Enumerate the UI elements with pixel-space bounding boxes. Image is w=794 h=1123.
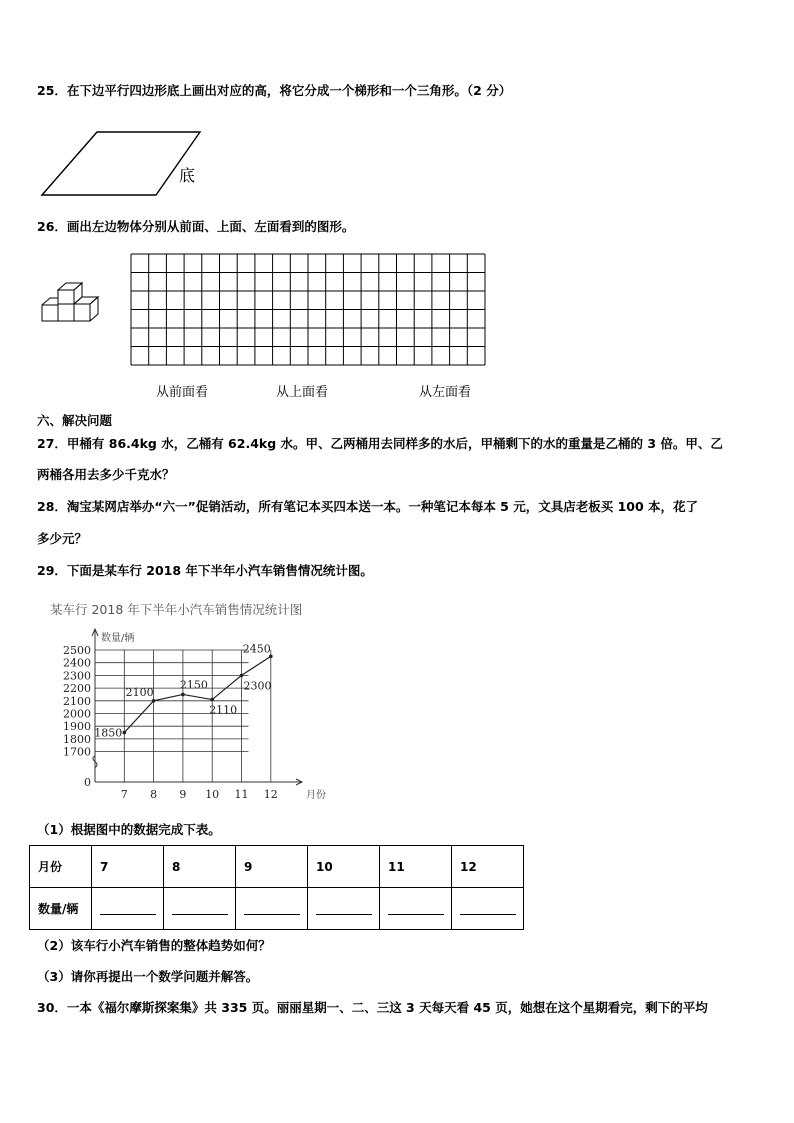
data-point xyxy=(123,731,127,735)
x-tick-label: 10 xyxy=(205,788,220,801)
data-point xyxy=(210,698,214,702)
y-tick-label: 1900 xyxy=(63,720,91,734)
answer-table xyxy=(29,845,524,930)
table-answer-cell[interactable] xyxy=(308,888,380,930)
table-cell-month: 9 xyxy=(236,846,308,888)
table-answer-cell[interactable] xyxy=(92,888,164,930)
table-answer-cell[interactable] xyxy=(452,888,524,930)
data-label: 2450 xyxy=(242,642,271,656)
section-title: 六、解决问题 xyxy=(37,413,113,428)
x-tick-label: 12 xyxy=(263,788,278,801)
parallelogram xyxy=(42,132,200,195)
drawing-grid[interactable] xyxy=(130,253,486,369)
data-label: 1850 xyxy=(94,726,123,740)
question-27-line2: 两桶各用去多少千克水？ xyxy=(37,467,175,482)
answer-blank[interactable] xyxy=(244,900,300,915)
table-row-quantity xyxy=(30,888,524,930)
table-answer-cell[interactable] xyxy=(164,888,236,930)
table-cell-month: 11 xyxy=(380,846,452,888)
label-left-view: 从左面看 xyxy=(419,385,472,400)
table-cell-month: 7 xyxy=(92,846,164,888)
table-cell-month: 12 xyxy=(452,846,524,888)
data-label: 2100 xyxy=(125,685,154,699)
base-label: 底 xyxy=(179,166,196,185)
table-header-quantity: 数量/辆 xyxy=(30,888,92,930)
line-chart xyxy=(40,620,340,805)
question-29-sub2: （2）该车行小汽车销售的整体趋势如何？ xyxy=(37,938,271,953)
data-label: 2110 xyxy=(209,703,238,717)
data-point xyxy=(181,693,185,697)
question-26: 26．画出左边物体分别从前面、上面、左面看到的图形。 xyxy=(37,219,355,234)
question-29-sub3: （3）请你再提出一个数学问题并解答。 xyxy=(37,969,259,984)
table-row-months xyxy=(30,846,524,888)
table-cell-month: 8 xyxy=(164,846,236,888)
table-answer-cell[interactable] xyxy=(236,888,308,930)
label-top-view: 从上面看 xyxy=(276,385,329,400)
answer-blank[interactable] xyxy=(172,900,228,915)
chart-title: 某车行 2018 年下半年小汽车销售情况统计图 xyxy=(50,602,303,617)
question-29-sub1: （1）根据图中的数据完成下表。 xyxy=(37,822,221,837)
data-point xyxy=(152,699,156,703)
data-label: 2150 xyxy=(179,678,208,692)
cube-stack-figure xyxy=(36,276,104,328)
y-axis-title: 数量/辆 xyxy=(101,633,135,644)
table-answer-cell[interactable] xyxy=(380,888,452,930)
y-tick-label: 2500 xyxy=(63,644,91,657)
y-tick-label: 2000 xyxy=(63,707,91,721)
y-tick-label: 2300 xyxy=(63,669,91,683)
answer-blank[interactable] xyxy=(460,900,516,915)
y-tick-label: 2200 xyxy=(63,682,91,696)
question-25: 25．在下边平行四边形底上画出对应的高，将它分成一个梯形和一个三角形。（2 分） xyxy=(37,83,512,98)
question-28-line2: 多少元？ xyxy=(37,531,88,546)
question-30: 30．一本《福尔摩斯探案集》共 335 页。丽丽星期一、二、三这 3 天每天看 45 页，她想在这个星期看完，剩下的平均 xyxy=(37,1000,708,1015)
label-front-view: 从前面看 xyxy=(156,385,209,400)
table-header-month: 月份 xyxy=(30,846,92,888)
y-tick-label: 0 xyxy=(84,776,91,789)
answer-blank[interactable] xyxy=(100,900,156,915)
table-cell-month: 10 xyxy=(308,846,380,888)
y-tick-label: 1700 xyxy=(63,745,91,759)
question-27-line1: 27．甲桶有 86.4kg 水，乙桶有 62.4kg 水。甲、乙两桶用去同样多的水后，甲桶剩下的水的重量是乙桶的 3 倍。甲、乙 xyxy=(37,436,723,451)
data-label: 2300 xyxy=(243,679,272,693)
y-tick-label: 2100 xyxy=(63,694,91,708)
cube-stack xyxy=(42,283,98,321)
x-tick-label: 7 xyxy=(120,788,128,801)
x-tick-label: 8 xyxy=(150,788,158,801)
x-tick-label: 9 xyxy=(179,788,187,801)
data-point xyxy=(240,674,244,678)
y-tick-label: 2400 xyxy=(63,656,91,670)
question-28-line1: 28．淘宝某网店举办“六一”促销活动，所有笔记本买四本送一本。一种笔记本每本 5 元，文具店老板买 100 本，花了 xyxy=(37,499,699,514)
x-axis-title: 月份 xyxy=(306,790,326,801)
y-tick-label: 1800 xyxy=(63,732,91,746)
answer-blank[interactable] xyxy=(388,900,444,915)
x-tick-label: 11 xyxy=(234,788,249,801)
answer-blank[interactable] xyxy=(316,900,372,915)
question-29: 29．下面是某车行 2018 年下半年小汽车销售情况统计图。 xyxy=(37,563,373,578)
